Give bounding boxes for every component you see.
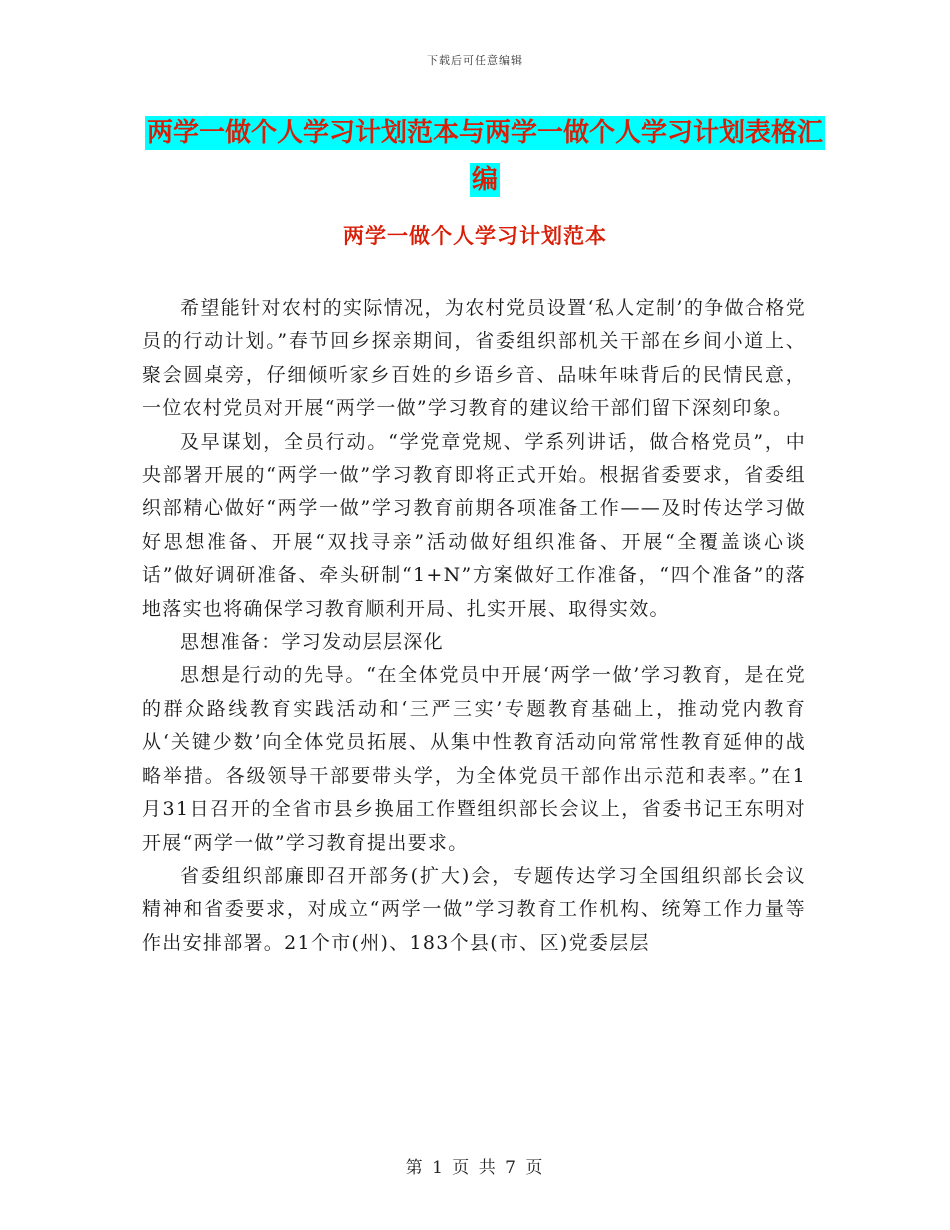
page-number-footer: 第 1 页 共 7 页 bbox=[405, 1158, 545, 1178]
document-body bbox=[142, 292, 806, 960]
document-title bbox=[140, 110, 830, 204]
page-header-note: 下载后可任意编辑 bbox=[427, 54, 523, 67]
document-title-text: 两学一做个人学习计划范本与两学一做个人学习计划表格汇编 bbox=[146, 118, 823, 195]
section-title: 两学一做个人学习计划范本 bbox=[343, 224, 607, 248]
paragraph-2: 及早谋划，全员行动。“学党章党规、学系列讲话，做合格党员”，中央部署开展的“两学一做”学习教育即将正式开始。根据省委要求，省委组织部精心做好“两学一做”学习教育前期各项准备工作——及时传达学习做好思想准备、开展“双找寻亲”活动做好组织准备、开展“全覆盖谈心谈话”做好调研准备、牵头研制“1+N”方案做好工作准备，“四个准备”的落地落实也将确保学习教育顺利开局、扎实开展、取得实效。 bbox=[142, 430, 806, 620]
paragraph-3: 思想是行动的先导。“在全体党员中开展‘两学一做’学习教育，是在党的群众路线教育实践活动和‘三严三实’专题教育基础上，推动党内教育从‘关键少数’向全体党员拓展、从集中性教育活动向常常性教育延伸的战略举措。各级领导干部要带头学，为全体党员干部作出示范和表率。”在1月31日召开的全省市县乡换届工作暨组织部长会议上，省委书记王东明对开展“两学一做”学习教育提出要求。 bbox=[142, 664, 806, 854]
paragraph-4: 省委组织部廉即召开部务(扩大)会，专题传达学习全国组织部长会议精神和省委要求，对成立“两学一做”学习教育工作机构、统筹工作力量等作出安排部署。21个市(州)、183个县(市、区)党委层层 bbox=[142, 864, 806, 954]
paragraph-1: 希望能针对农村的实际情况，为农村党员设置‘私人定制’的争做合格党员的行动计划。”春节回乡探亲期间，省委组织部机关干部在乡间小道上、聚会圆桌旁，仔细倾听家乡百姓的乡语乡音、品味年味背后的民情民意，一位农村党员对开展“两学一做”学习教育的建议给干部们留下深刻印象。 bbox=[142, 297, 806, 420]
paragraph-heading-thought-preparation: 思想准备：学习发动层层深化 bbox=[180, 631, 444, 654]
